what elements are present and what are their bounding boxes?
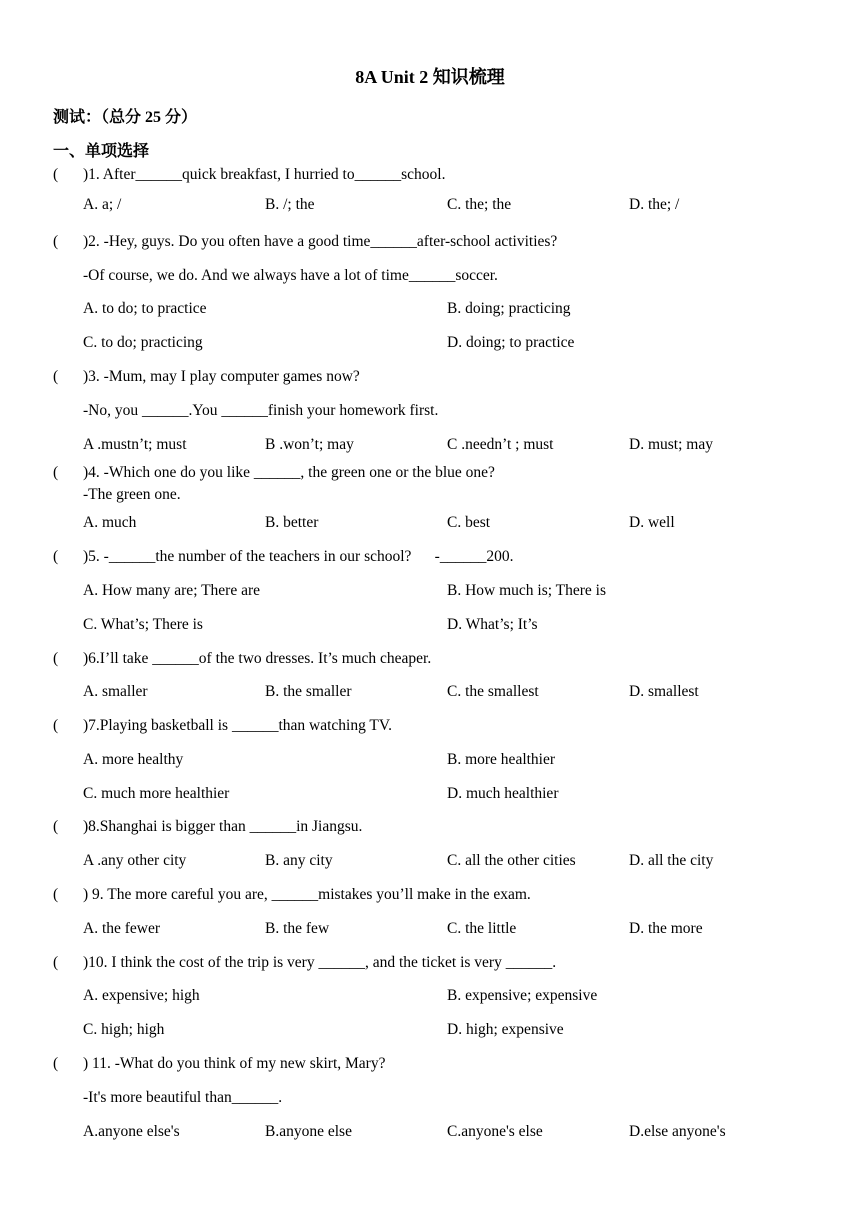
options-row — [83, 852, 803, 874]
page-title: 8A Unit 2 知识梳理 — [355, 67, 505, 87]
question-2 — [53, 233, 557, 251]
option-d: D. smallest — [629, 683, 699, 700]
option-d: D. the; / — [629, 196, 680, 213]
question-10 — [53, 954, 556, 972]
options-row — [83, 751, 803, 773]
option-d: D. What’s; It’s — [447, 616, 538, 633]
option-b: B. expensive; expensive — [447, 987, 598, 1004]
answer-blank: ( — [53, 818, 59, 835]
option-a: A. much — [83, 514, 137, 531]
question-stem: ) 9. The more careful you are, ______mistakes you’ll make in the exam. — [83, 886, 531, 903]
question-stem: )3. -Mum, may I play computer games now? — [83, 368, 360, 385]
option-d: D. much healthier — [447, 785, 559, 802]
option-d: D. well — [629, 514, 675, 531]
question-11 — [53, 1055, 385, 1073]
option-c: C .needn’t ; must — [447, 436, 554, 453]
question-line-2: -The green one. — [83, 486, 181, 503]
option-c: C. the little — [447, 920, 517, 937]
option-c: C. the; the — [447, 196, 512, 213]
options-row — [83, 300, 803, 322]
option-d: D.else anyone's — [629, 1123, 726, 1140]
question-stem: )5. -______the number of the teachers in our school? -______200. — [83, 548, 514, 565]
answer-blank: ( — [53, 233, 59, 250]
question-3 — [53, 368, 360, 386]
options-row — [83, 582, 803, 604]
answer-blank: ( — [53, 650, 59, 667]
option-b: B. How much is; There is — [447, 582, 607, 599]
option-a: A. the fewer — [83, 920, 161, 937]
option-b: B. any city — [265, 852, 333, 869]
question-4 — [53, 464, 495, 482]
option-a: A .mustn’t; must — [83, 436, 187, 453]
options-row — [83, 514, 803, 536]
option-a: A. expensive; high — [83, 987, 200, 1004]
question-stem: ) 11. -What do you think of my new skirt, Mary? — [83, 1055, 386, 1072]
option-a: A. to do; to practice — [83, 300, 207, 317]
option-d: D. the more — [629, 920, 703, 937]
option-c: C. much more healthier — [83, 785, 230, 802]
question-stem: )8.Shanghai is bigger than ______in Jiangsu. — [83, 818, 363, 835]
test-subtitle: 测试：（总分 25 分） — [53, 109, 198, 126]
option-c: C.anyone's else — [447, 1123, 543, 1140]
question-stem: )7.Playing basketball is ______than watching TV. — [83, 717, 392, 734]
options-row — [83, 334, 803, 356]
option-a: A. a; / — [83, 196, 122, 213]
options-row — [83, 1123, 803, 1145]
question-line-2: -No, you ______.You ______finish your homework first. — [83, 402, 439, 419]
question-9 — [53, 886, 531, 904]
option-c: C. all the other cities — [447, 852, 576, 869]
options-row — [83, 683, 803, 705]
question-line-2: -Of course, we do. And we always have a lot of time______soccer. — [83, 267, 498, 284]
option-b: B. the few — [265, 920, 330, 937]
options-row — [83, 987, 803, 1009]
question-stem: )2. -Hey, guys. Do you often have a good time______after-school activities? — [83, 233, 558, 250]
section-heading: 一、单项选择 — [53, 143, 150, 160]
answer-blank: ( — [53, 717, 59, 734]
question-5 — [53, 548, 513, 566]
option-c: C. to do; practicing — [83, 334, 203, 351]
question-stem: )10. I think the cost of the trip is very ______, and the ticket is very ______. — [83, 954, 557, 971]
option-d: D. high; expensive — [447, 1021, 564, 1038]
options-row — [83, 1021, 803, 1043]
option-d: D. doing; to practice — [447, 334, 575, 351]
options-row — [83, 436, 803, 458]
option-a: A .any other city — [83, 852, 187, 869]
answer-blank: ( — [53, 166, 59, 183]
question-stem: )4. -Which one do you like ______, the green one or the blue one? — [83, 464, 495, 481]
option-a: A.anyone else's — [83, 1123, 180, 1140]
option-b: B. better — [265, 514, 319, 531]
options-row — [83, 196, 803, 218]
option-b: B.anyone else — [265, 1123, 352, 1140]
question-stem: )6.I’ll take ______of the two dresses. It’s much cheaper. — [83, 650, 432, 667]
option-a: A. How many are; There are — [83, 582, 261, 599]
answer-blank: ( — [53, 886, 59, 903]
option-b: B. /; the — [265, 196, 315, 213]
options-row — [83, 785, 803, 807]
options-row — [83, 920, 803, 942]
question-stem: )1. After______quick breakfast, I hurried to______school. — [83, 166, 446, 183]
option-b: B. doing; practicing — [447, 300, 571, 317]
option-b: B .won’t; may — [265, 436, 354, 453]
question-6 — [53, 650, 431, 668]
option-c: C. best — [447, 514, 491, 531]
question-line-2: -It's more beautiful than______. — [83, 1089, 283, 1106]
question-1 — [53, 166, 445, 184]
answer-blank: ( — [53, 954, 59, 971]
answer-blank: ( — [53, 1055, 59, 1072]
option-c: C. high; high — [83, 1021, 165, 1038]
option-c: C. the smallest — [447, 683, 539, 700]
question-7 — [53, 717, 392, 735]
question-8 — [53, 818, 362, 836]
answer-blank: ( — [53, 368, 59, 385]
option-d: D. all the city — [629, 852, 714, 869]
option-a: A. more healthy — [83, 751, 184, 768]
option-d: D. must; may — [629, 436, 713, 453]
options-row — [83, 616, 803, 638]
option-a: A. smaller — [83, 683, 148, 700]
option-b: B. more healthier — [447, 751, 556, 768]
option-c: C. What’s; There is — [83, 616, 203, 633]
answer-blank: ( — [53, 548, 59, 565]
answer-blank: ( — [53, 464, 59, 481]
option-b: B. the smaller — [265, 683, 352, 700]
